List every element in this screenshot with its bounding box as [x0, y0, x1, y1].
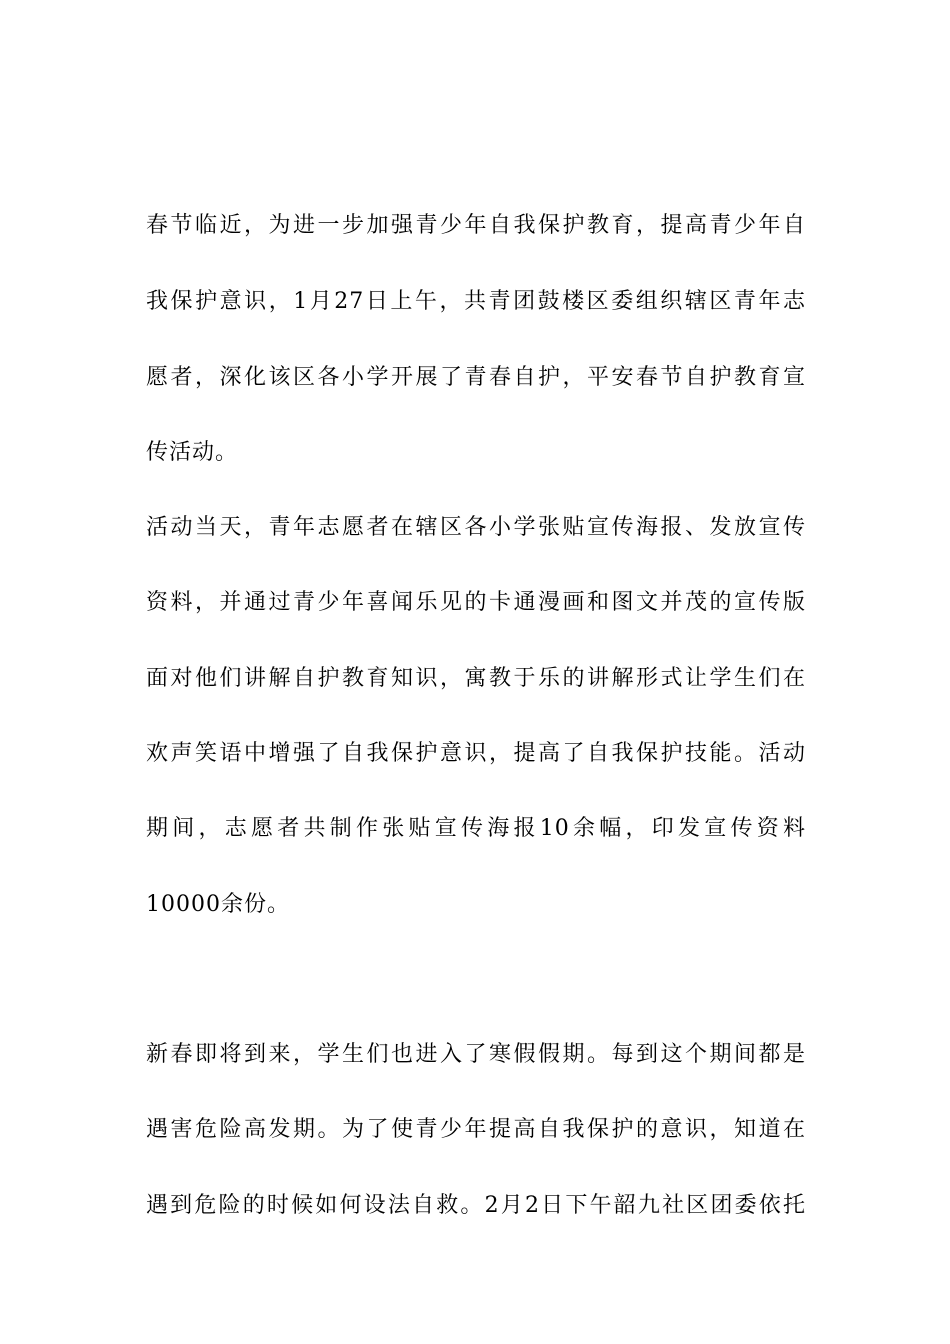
paragraph-2-line-6: 10000余份。: [146, 892, 290, 917]
paragraph-1-line-1: 春节临近，为进一步加强青少年自我保护教育，提高青少年自: [146, 213, 806, 238]
paragraph-2-line-5: 期间，志愿者共制作张贴宣传海报10余幅，印发宣传资料: [146, 816, 806, 841]
paragraph-3-line-1: 新春即将到来，学生们也进入了寒假假期。每到这个期间都是: [146, 1042, 806, 1067]
paragraph-2-line-3: 面对他们讲解自护教育知识，寓教于乐的讲解形式让学生们在: [146, 666, 806, 691]
paragraph-1-line-3: 愿者，深化该区各小学开展了青春自护，平安春节自护教育宣: [146, 365, 806, 390]
paragraph-2-line-2: 资料，并通过青少年喜闻乐见的卡通漫画和图文并茂的宣传版: [146, 590, 806, 615]
paragraph-2-line-4: 欢声笑语中增强了自我保护意识，提高了自我保护技能。活动: [146, 741, 806, 766]
paragraph-2-line-1: 活动当天，青年志愿者在辖区各小学张贴宣传海报、发放宣传: [146, 515, 806, 540]
paragraph-1-line-4: 传活动。: [146, 440, 239, 465]
paragraph-3-line-3: 遇到危险的时候如何设法自救。2月2日下午韶九社区团委依托: [146, 1193, 806, 1218]
paragraph-1-line-2: 我保护意识，1月27日上午，共青团鼓楼区委组织辖区青年志: [146, 289, 806, 314]
paragraph-3-line-2: 遇害危险高发期。为了使青少年提高自我保护的意识，知道在: [146, 1117, 806, 1142]
